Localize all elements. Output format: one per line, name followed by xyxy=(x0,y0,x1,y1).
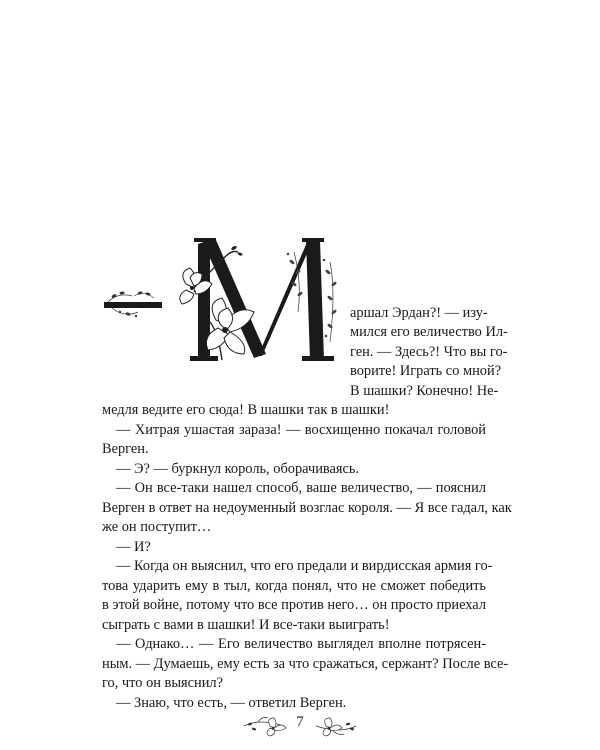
text-line: мился его величество Ил- xyxy=(350,324,508,340)
text-line: — Он все-таки нашел способ, ваше величество, — пояснил xyxy=(116,480,486,496)
text-line: аршал Эрдан?! — изу- xyxy=(350,305,488,321)
text-line: — Знаю, что есть, — ответил Верген. xyxy=(116,695,347,711)
text-line: Верген. xyxy=(102,441,149,457)
text-line: же он поступит… xyxy=(102,519,212,535)
text-line: медля ведите его сюда! В шашки так в шашки! xyxy=(102,402,390,418)
text-line: — Хитрая ушастая зараза! — восхищенно покачал головой xyxy=(116,422,486,438)
text-line: — Когда он выяснил, что его предали и вирдисская армия го- xyxy=(116,558,493,574)
text-line: ген. — Здесь?! Что вы го- xyxy=(350,344,508,360)
text-line: в этой войне, потому что все против него… он просто приехал xyxy=(102,597,486,613)
text-line: ным. — Думаешь, ему есть за что сражаться, сержант? После все- xyxy=(102,656,509,672)
text-line: сыграть с вами в шашки! И все-таки выиграть! xyxy=(102,617,390,633)
text-line: ворите! Играть со мной? xyxy=(350,363,502,379)
text-line: това ударить ему в тыл, когда понял, что не сможет победить xyxy=(102,578,486,594)
page-number: 7 xyxy=(296,714,304,730)
text-line: — Э? — буркнул король, оборачиваясь. xyxy=(116,461,360,477)
dropcap-ornament-icon xyxy=(98,232,338,367)
text-line: Верген в ответ на недоуменный возглас короля. — Я все гадал, как xyxy=(102,500,512,516)
text-line: В шашки? Конечно! Не- xyxy=(350,383,499,399)
ornamental-dropcap xyxy=(98,232,338,367)
text-line: — Однако… — Его величество выглядел вполне потрясен- xyxy=(116,636,486,652)
text-line: — И? xyxy=(116,539,151,555)
text-line: го, что он выяснил? xyxy=(102,675,223,691)
